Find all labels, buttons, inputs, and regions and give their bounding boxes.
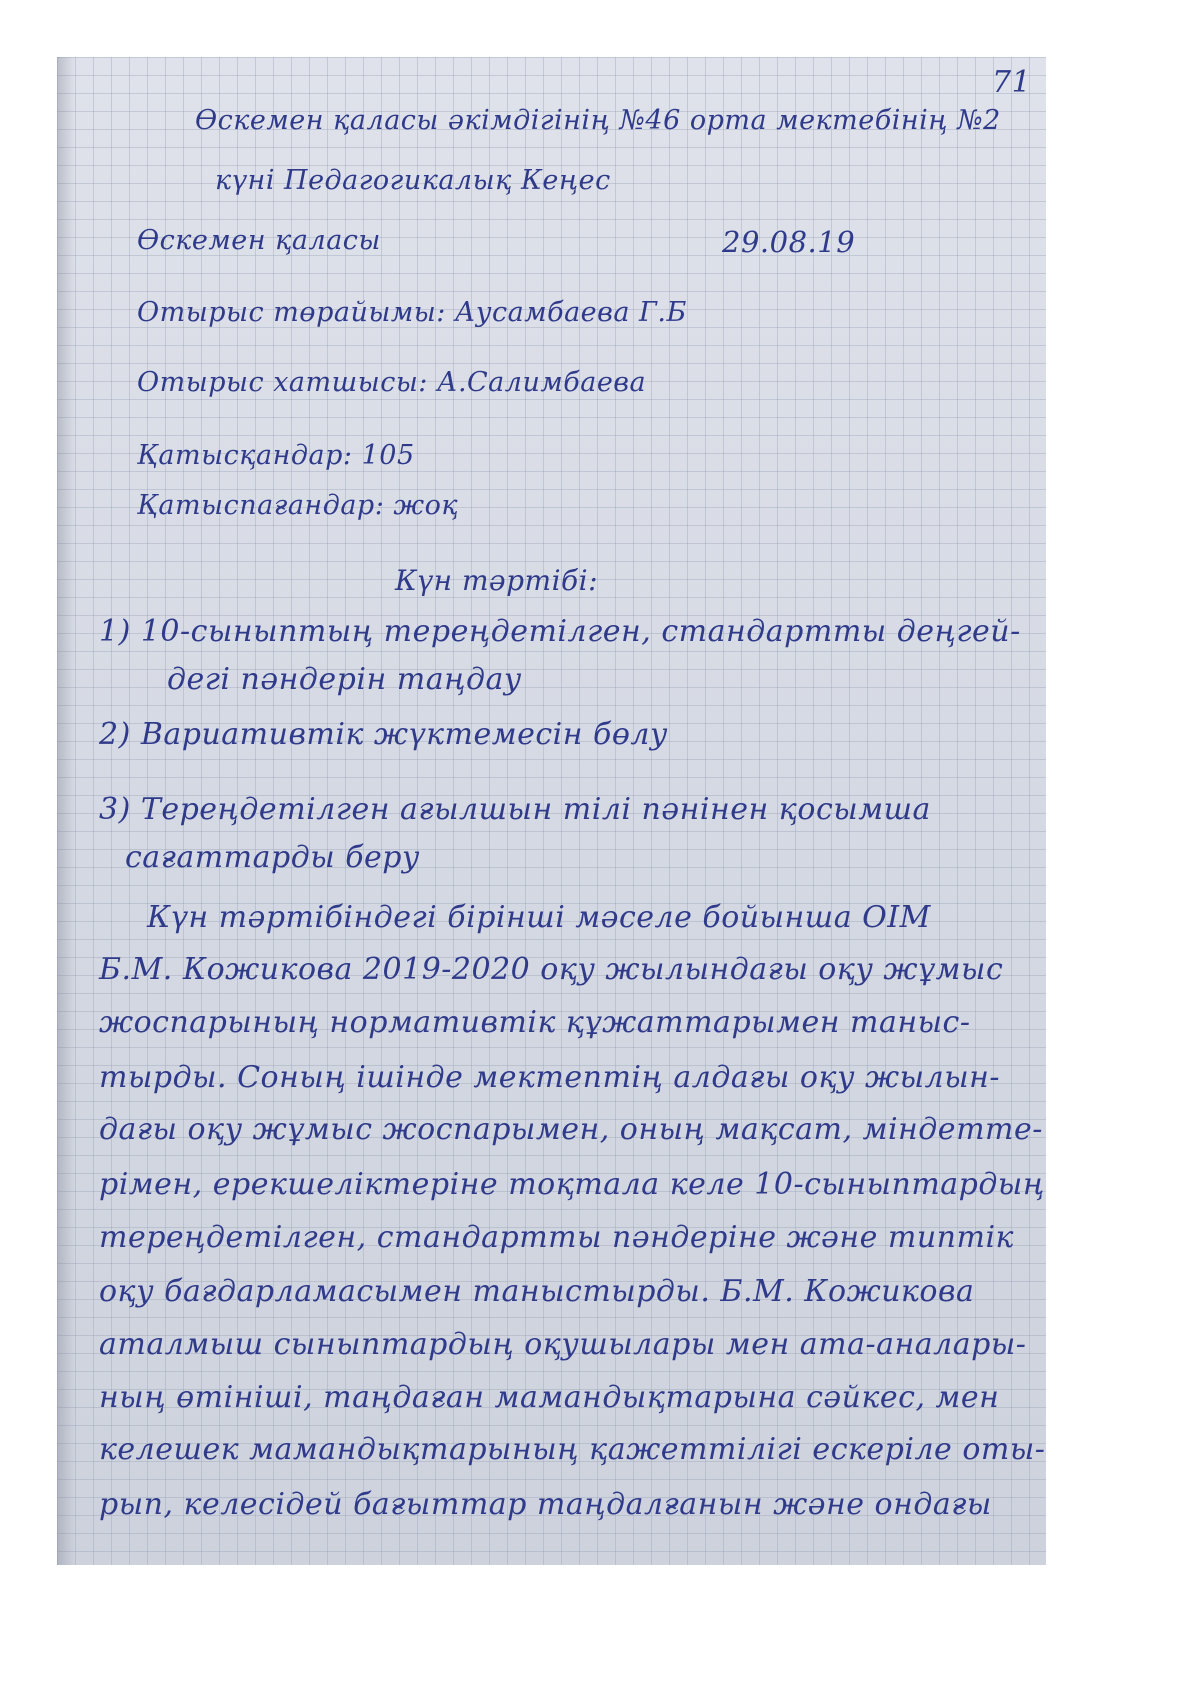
- body-text-line: тырды. Соның ішінде мектептің алдағы оқу жылын-: [99, 1060, 1001, 1095]
- city: Өскемен қаласы: [137, 225, 381, 256]
- body-text-line: Күн тәртібіндегі бірінші мәселе бойынша ОІМ: [147, 900, 931, 935]
- agenda-item-3: 3) Тереңдетілген ағылшын тілі пәнінен қосымша: [99, 792, 931, 827]
- absent-count: Қатыспағандар: жоқ: [137, 490, 459, 521]
- notebook-page-photo: [57, 57, 1046, 1565]
- body-text-line: тереңдетілген, стандартты пәндеріне және типтік: [99, 1220, 1014, 1255]
- agenda-item-1-continued: дегі пәндерін таңдау: [167, 662, 522, 697]
- body-text-line: рімен, ерекшеліктеріне тоқтала келе 10-сыныптардың: [99, 1167, 1045, 1202]
- attendance-count: Қатысқандар: 105: [137, 440, 415, 471]
- body-text-line: ның өтініші, таңдаған мамандықтарына сәйкес, мен: [99, 1380, 1000, 1415]
- body-text-line: оқу бағдарламасымен таныстырды. Б.М. Кожикова: [99, 1274, 975, 1309]
- agenda-title: Күн тәртібі:: [395, 564, 599, 597]
- meeting-chair: Отырыс төрайымы: Аусамбаева Г.Б: [137, 297, 687, 328]
- body-text-line: аталмыш сыныптардың оқушылары мен ата-аналары-: [99, 1327, 1027, 1362]
- agenda-item-2: 2) Вариативтік жүктемесін бөлу: [99, 717, 668, 752]
- meeting-secretary: Отырыс хатшысы: А.Салимбаева: [137, 367, 647, 398]
- body-text-line: келешек мамандықтарының қажеттілігі ескеріле оты-: [99, 1432, 1046, 1467]
- body-text-line: рып, келесідей бағыттар таңдалғанын және ондағы: [99, 1487, 992, 1522]
- agenda-item-3-continued: сағаттарды беру: [125, 840, 420, 875]
- date: 29.08.19: [722, 225, 856, 259]
- body-text-line: Б.М. Кожикова 2019-2020 оқу жылындағы оқу жұмыс: [99, 952, 1004, 987]
- body-text-line: дағы оқу жұмыс жоспарымен, оның мақсат, міндетте-: [99, 1112, 1043, 1147]
- agenda-item-1: 1) 10-сыныптың тереңдетілген, стандартты деңгей-: [99, 614, 1021, 649]
- header-line-1: Өскемен қаласы әкімдігінің №46 орта мектебінің №2: [195, 105, 1001, 136]
- page-margin-shadow: [57, 57, 75, 1565]
- header-line-2: күні Педагогикалық Кеңес: [215, 165, 611, 196]
- page-number: 71: [992, 65, 1032, 100]
- body-text-line: жоспарының нормативтік құжаттарымен таныс-: [99, 1005, 971, 1040]
